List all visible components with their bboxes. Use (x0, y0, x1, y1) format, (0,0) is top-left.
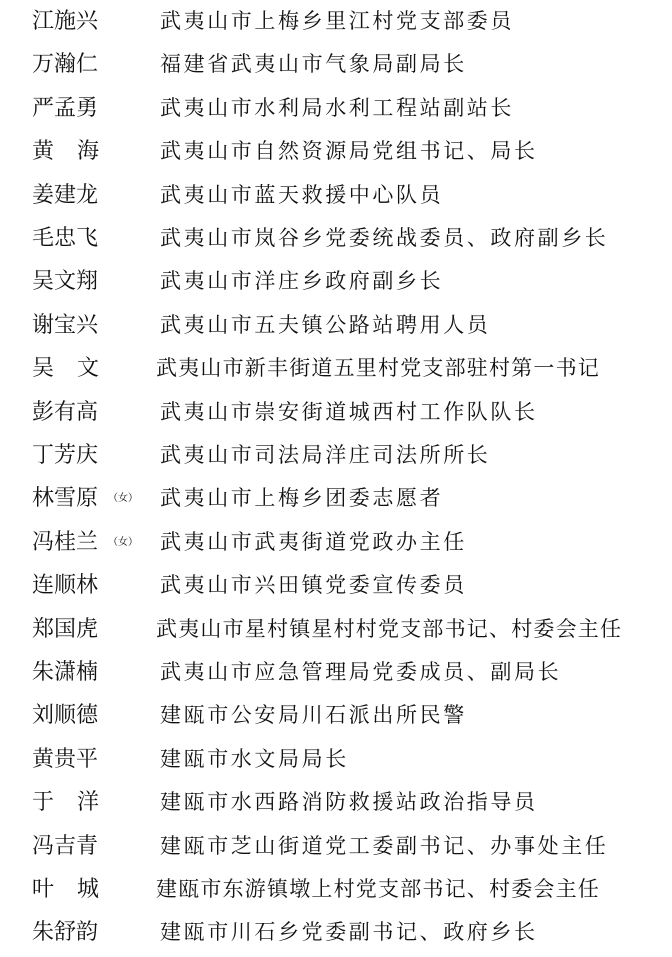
person-name: 刘顺德 (32, 703, 99, 729)
person-name: 冯吉青 (32, 833, 99, 859)
person-name: 冯桂兰 (32, 529, 99, 555)
person-position: 武夷山市兴田镇党委宣传委员 (160, 573, 467, 598)
person-position: 建瓯市芝山街道党工委副书记、办事处主任 (160, 833, 609, 858)
list-entry (0, 868, 672, 911)
person-name: 于洋 (32, 790, 123, 816)
gender-note: （女） (108, 493, 138, 505)
gender-note: （女） (108, 536, 138, 548)
person-name: 江施兴 (32, 9, 99, 34)
list-entry (0, 174, 672, 217)
person-name: 严孟勇 (32, 95, 99, 121)
person-position: 建瓯市东游镇墩上村党支部书记、村委会主任 (156, 877, 600, 901)
person-position: 建瓯市水西路消防救援站政治指导员 (160, 790, 538, 815)
person-position: 武夷山市上梅乡团委志愿者 (160, 486, 444, 511)
person-name: 吴文翔 (32, 269, 99, 295)
list-entry (0, 347, 672, 390)
person-name: 丁芳庆 (32, 443, 99, 468)
person-name: 谢宝兴 (32, 312, 99, 338)
list-entry (0, 260, 672, 303)
person-position: 武夷山市岚谷乡党委统战委员、政府副乡长 (160, 226, 609, 250)
list-entry (0, 608, 672, 651)
person-name: 毛忠飞 (32, 226, 99, 251)
person-name: 朱舒韵 (32, 920, 99, 946)
person-position: 建瓯市川石乡党委副书记、政府乡长 (160, 920, 538, 945)
list-entry (0, 434, 672, 477)
person-name: 连顺林 (32, 573, 99, 599)
list-entry (0, 477, 672, 520)
list-entry (0, 651, 672, 694)
list-entry (0, 781, 672, 824)
list-entry (0, 825, 672, 868)
person-position: 武夷山市水利局水利工程站副站长 (160, 95, 514, 120)
list-entry (0, 738, 672, 781)
person-name: 朱潇楠 (32, 660, 99, 685)
person-position: 武夷山市应急管理局党委成员、副局长 (160, 660, 562, 684)
person-name: 万瀚仁 (32, 52, 99, 78)
person-position: 福建省武夷山市气象局副局长 (160, 52, 467, 77)
list-entry (0, 304, 672, 347)
person-name: 郑国虎 (32, 616, 99, 642)
list-entry (0, 521, 672, 564)
list-entry (0, 43, 672, 86)
person-position: 武夷山市五夫镇公路站聘用人员 (160, 312, 491, 337)
person-position: 武夷山市洋庄乡政府副乡长 (160, 269, 444, 294)
person-position: 武夷山市新丰街道五里村党支部驻村第一书记 (156, 356, 600, 381)
person-position: 建瓯市水文局局长 (160, 746, 349, 771)
person-name: 姜建龙 (32, 182, 99, 208)
person-position: 建瓯市公安局川石派出所民警 (160, 703, 467, 728)
person-position: 武夷山市崇安街道城西村工作队队长 (160, 399, 538, 424)
list-entry (0, 911, 672, 954)
person-position: 武夷山市星村镇星村村党支部书记、村委会主任 (156, 616, 623, 641)
list-entry (0, 694, 672, 737)
person-position: 武夷山市自然资源局党组书记、局长 (160, 139, 538, 164)
person-name: 黄贵平 (32, 746, 99, 772)
person-name: 黄海 (32, 139, 123, 165)
person-name: 叶城 (32, 877, 123, 902)
list-entry (0, 564, 672, 607)
person-name: 彭有高 (32, 399, 99, 425)
person-position: 武夷山市司法局洋庄司法所所长 (160, 443, 491, 467)
person-position: 武夷山市武夷街道党政办主任 (160, 529, 467, 554)
list-entry (0, 0, 672, 43)
person-position: 武夷山市蓝天救援中心队员 (160, 182, 444, 207)
person-position: 武夷山市上梅乡里江村党支部委员 (160, 9, 514, 33)
list-entry (0, 87, 672, 130)
list-entry (0, 130, 672, 173)
list-entry (0, 391, 672, 434)
person-name: 林雪原 (32, 486, 99, 512)
list-entry (0, 217, 672, 260)
person-name: 吴文 (32, 356, 123, 382)
